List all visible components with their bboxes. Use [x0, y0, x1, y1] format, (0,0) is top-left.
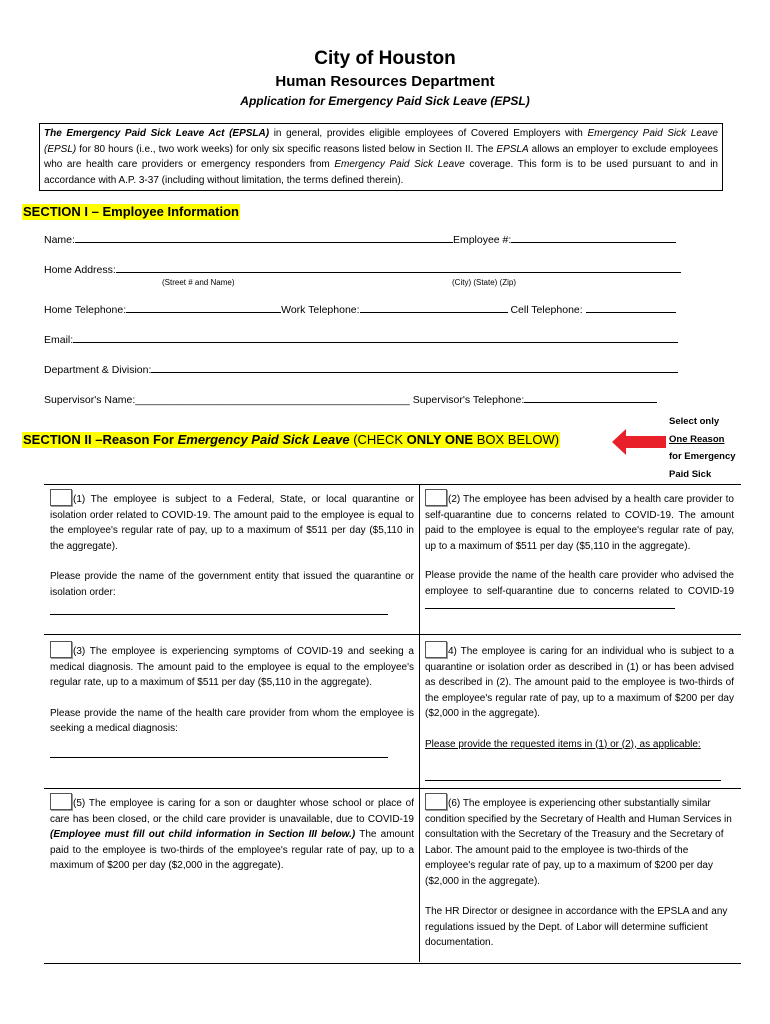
reason-2-prompt: Please provide the name of the health care provider who advised the employee to self-quarantine due to concerns related to COVID-19	[425, 570, 734, 597]
cell-telephone-field[interactable]	[586, 301, 676, 313]
intro-text-2: for 80 hours (i.e., two work weeks) for only six specific reasons listed below in Section II. The	[76, 143, 497, 155]
department-field[interactable]	[151, 361, 678, 373]
section-2-heading-d: ONLY ONE	[406, 432, 474, 447]
reason-5-cell	[50, 793, 414, 874]
home-telephone-field[interactable]	[126, 301, 281, 313]
email-row	[44, 331, 678, 347]
section-2-heading-e: BOX BELOW)	[473, 432, 560, 447]
reason-4-cell	[425, 641, 734, 781]
note-line-3: for Emergency	[669, 451, 736, 462]
reason-2-text: (2) The employee has been advised by a health care provider to self-quarantine due to concerns related to COVID-19. The amount paid to the employee is equal to the employee's regular rate of pay, up to a maximum of $511 per day ($5,110 in the aggregate).	[425, 494, 734, 552]
work-telephone-label: Work Telephone:	[281, 304, 360, 316]
left-arrow-icon	[612, 429, 666, 455]
intro-text-1: in general, provides eligible employees of Covered Employers with	[269, 128, 588, 139]
city-state-zip-hint: (City) (State) (Zip)	[452, 278, 516, 287]
reason-2-answer-line[interactable]	[425, 599, 675, 609]
note-line-1: Select only	[669, 416, 720, 427]
reason-6-cell	[425, 793, 734, 951]
reason-1-answer-line[interactable]	[50, 613, 388, 615]
email-field[interactable]	[73, 331, 678, 343]
reason-6-text: (6) The employee is experiencing other substantially similar condition specified by the Secretary of Health and Human Services in consultation with the Secretary of the Treasury and the Secretary of Labor. The amount paid to the employee is two-thirds of the employee's regular rate of pay, up to a maximum of $200 per day ($2,000 in the aggregate).	[425, 798, 732, 887]
reason-1-cell	[50, 489, 414, 615]
table-row-divider-2	[44, 788, 741, 789]
reason-4-text: 4) The employee is caring for an individual who is subject to a quarantine or isolation order as described in (1) or has been advised as described in (2). The amount paid to the employee is two-thirds of the employee's regular rate of pay, up to a maximum of $200 per day ($2,000 in the aggregate).	[425, 646, 734, 719]
phone-row	[44, 301, 676, 317]
reason-5-text-b: The amount paid to the employee is two-thirds of the employee's regular rate of pay, up to a maximum of $200 per day ($2,000 in the aggregate).	[50, 829, 415, 871]
reason-3-answer-line[interactable]	[50, 756, 388, 758]
form-title: Application for Emergency Paid Sick Leave (EPSL)	[240, 94, 530, 108]
section-2-heading-a: SECTION II –Reason For	[23, 432, 178, 447]
reason-2-checkbox[interactable]	[425, 489, 447, 506]
reason-1-text: (1) The employee is subject to a Federal, State, or local quarantine or isolation order related to COVID-19. The amount paid to the employee is equal to the employee's regular rate of pay, up to a maximum of $511 per day ($5,110 in the aggregate).	[50, 494, 414, 552]
note-line-2: One Reason	[669, 433, 725, 445]
employee-number-label: Employee #:	[452, 234, 512, 246]
reason-3-text: (3) The employee is experiencing symptoms of COVID-19 and seeking a medical diagnosis. The amount paid to the employee is equal to the employee's regular rate, up to a maximum of $511 per day ($5,110 in the aggregate).	[50, 646, 414, 688]
reason-3-checkbox[interactable]	[50, 641, 72, 658]
reason-6-checkbox[interactable]	[425, 793, 447, 810]
reason-4-checkbox[interactable]	[425, 641, 447, 658]
email-label: Email:	[44, 334, 74, 346]
employee-number-field[interactable]	[511, 231, 676, 243]
reason-1-prompt: Please provide the name of the government entity that issued the quarantine or isolation order:	[50, 571, 414, 598]
street-hint: (Street # and Name)	[162, 278, 235, 287]
reason-4-answer-line[interactable]	[425, 779, 721, 781]
reason-5-bold-note: (Employee must fill out child information in Section III below.)	[50, 829, 356, 840]
address-row	[44, 261, 681, 277]
supervisor-telephone-label: Supervisor's Telephone:	[412, 394, 525, 406]
section-1-heading: SECTION I – Employee Information	[23, 204, 239, 219]
home-address-label: Home Address:	[44, 264, 116, 276]
cell-telephone-label: Cell Telephone:	[510, 304, 586, 316]
intro-term: Emergency Paid Sick Leave (EPSL)	[44, 128, 718, 155]
intro-text-3: allows an employer to exclude employees who are health care providers or emergency responders from	[44, 143, 718, 170]
intro-act-name: The Emergency Paid Sick Leave Act (EPSLA)	[44, 128, 270, 139]
table-row-divider-1	[44, 634, 741, 635]
department-label: Department & Division:	[44, 364, 152, 376]
department-title: Human Resources Department	[275, 73, 495, 90]
supervisor-telephone-field[interactable]	[524, 391, 657, 403]
reason-1-checkbox[interactable]	[50, 489, 72, 506]
name-label: Name:	[44, 234, 75, 246]
reason-3-prompt: Please provide the name of the health care provider from whom the employee is seeking a medical diagnosis:	[50, 707, 414, 734]
home-address-field[interactable]	[116, 261, 681, 273]
supervisor-name-label: Supervisor's Name:	[44, 394, 136, 406]
department-row	[44, 361, 678, 377]
reason-6-note: The HR Director or designee in accordance with the EPSLA and any regulations issued by the Dept. of Labor will determine sufficient documentation.	[425, 906, 728, 948]
intro-text-4: coverage. This form is to be used pursuant to and in accordance with A.P. 3-37 (including without limitation, the terms defined therein).	[44, 159, 718, 186]
intro-box	[39, 123, 723, 191]
work-telephone-field[interactable]	[360, 301, 508, 313]
intro-term-2: Emergency Paid Sick Leave	[334, 159, 465, 170]
intro-epsla: EPSLA	[496, 143, 529, 155]
select-note	[669, 413, 736, 483]
section-2-heading	[22, 432, 560, 448]
table-divider	[419, 484, 420, 962]
home-telephone-label: Home Telephone:	[44, 304, 127, 316]
section-2-heading-c: (CHECK	[349, 432, 407, 447]
page-title: City of Houston	[314, 48, 456, 69]
supervisor-row	[44, 391, 657, 407]
reason-4-prompt: Please provide the requested items in (1) or (2), as applicable:	[425, 738, 701, 750]
section-2-heading-b: Emergency Paid Sick Leave	[177, 432, 350, 447]
reason-5-checkbox[interactable]	[50, 793, 72, 810]
name-field[interactable]	[75, 231, 453, 243]
reason-3-cell	[50, 641, 414, 758]
reason-5-text-a: (5) The employee is caring for a son or daughter whose school or place of care has been closed, or the child care provider is unavailable, due to COVID-19	[50, 798, 414, 825]
name-row	[44, 231, 676, 247]
note-line-4: Paid Sick	[669, 468, 712, 480]
supervisor-name-field[interactable]: _______________________________________________	[135, 394, 410, 406]
reason-2-cell	[425, 489, 734, 615]
